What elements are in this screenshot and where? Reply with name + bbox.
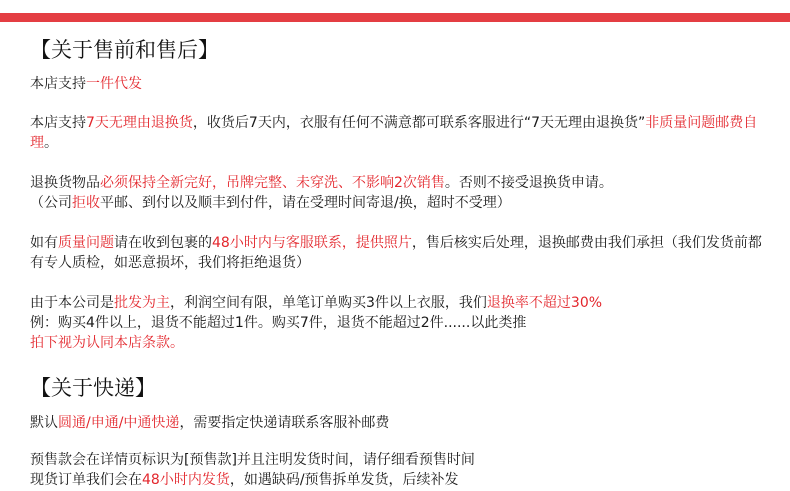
- presale-line1: 预售款会在详情页标识为[预售款]并且注明发货时间，请仔细看预售时间: [30, 452, 475, 468]
- return-goods-condition-text: [30, 173, 765, 213]
- presale-shipping-text: [30, 450, 765, 490]
- goods-r2: 拒收: [72, 195, 100, 211]
- wholesale-r2: 退换率不超过30%: [486, 295, 603, 311]
- wholesale-r1: 批发为主: [114, 295, 170, 311]
- quality-r2: 48小时内与客服联系，提供照片: [212, 235, 412, 251]
- express-t2: ，需要指定快递请联系客服补邮费: [179, 415, 390, 431]
- goods-r1: 必须保持全新完好，吊牌完整、未穿洗、不影响2次销售: [100, 175, 445, 191]
- quality-issue-text: [30, 233, 765, 273]
- presale-t1: 现货订单我们会在: [30, 472, 142, 488]
- dropship-prefix: 本店支持: [30, 76, 86, 92]
- quality-t2: 请在收到包裹的: [114, 235, 212, 251]
- seven-day-r1: 7天无理由退换货: [86, 115, 193, 131]
- wholesale-example: 例：购买4件以上，退货不能超过1件。购买7件，退货不能超过2件......以此类推: [30, 315, 527, 331]
- quality-t1: 如有: [30, 235, 58, 251]
- wholesale-t1: 由于本公司是: [30, 295, 114, 311]
- seven-day-t2: ，收货后7天内，衣服有任何不满意都可联系客服进行“7天无理由退换货”: [192, 115, 646, 131]
- seven-day-r2: 非质量问题邮费自理: [30, 115, 758, 151]
- after-sales-heading: 【关于售前和售后】: [30, 38, 219, 62]
- presale-r1: 48小时内发货: [142, 472, 230, 488]
- goods-t1: 退换货物品: [30, 175, 100, 191]
- express-r1: 圆通/申通/中通快递: [58, 415, 180, 431]
- top-accent-bar: [0, 13, 790, 22]
- seven-day-t1: 本店支持: [30, 115, 86, 131]
- dropship-support-text: [30, 74, 765, 94]
- default-express-text: [30, 413, 765, 433]
- wholesale-policy-text: [30, 293, 765, 353]
- dropship-highlight: 一件代发: [86, 76, 142, 92]
- goods-t3: （公司: [30, 195, 72, 211]
- policy-content: [30, 35, 765, 490]
- quality-t3: ，售后核实后处理，退换邮费由我们承担（我们发货前都有专人质检，如恶意损坏，我们将拒绝退货）: [30, 235, 762, 271]
- wholesale-terms-agreement: 拍下视为认同本店条款。: [30, 335, 184, 351]
- presale-t2: ，如遇缺码/预售拆单发货，后续补发: [229, 472, 459, 488]
- wholesale-t2: ，利润空间有限，单笔订单购买3件以上衣服，我们: [170, 295, 487, 311]
- express-heading: 【关于快递】: [30, 376, 156, 400]
- quality-r1: 质量问题: [58, 235, 114, 251]
- express-t1: 默认: [30, 415, 58, 431]
- seven-day-return-text: [30, 113, 765, 153]
- goods-t4: 平邮、到付以及顺丰到付件，请在受理时间寄退/换，超时不受理）: [100, 195, 511, 211]
- seven-day-t3: 。: [44, 135, 58, 151]
- goods-t2: 。否则不接受退换货申请。: [444, 175, 613, 191]
